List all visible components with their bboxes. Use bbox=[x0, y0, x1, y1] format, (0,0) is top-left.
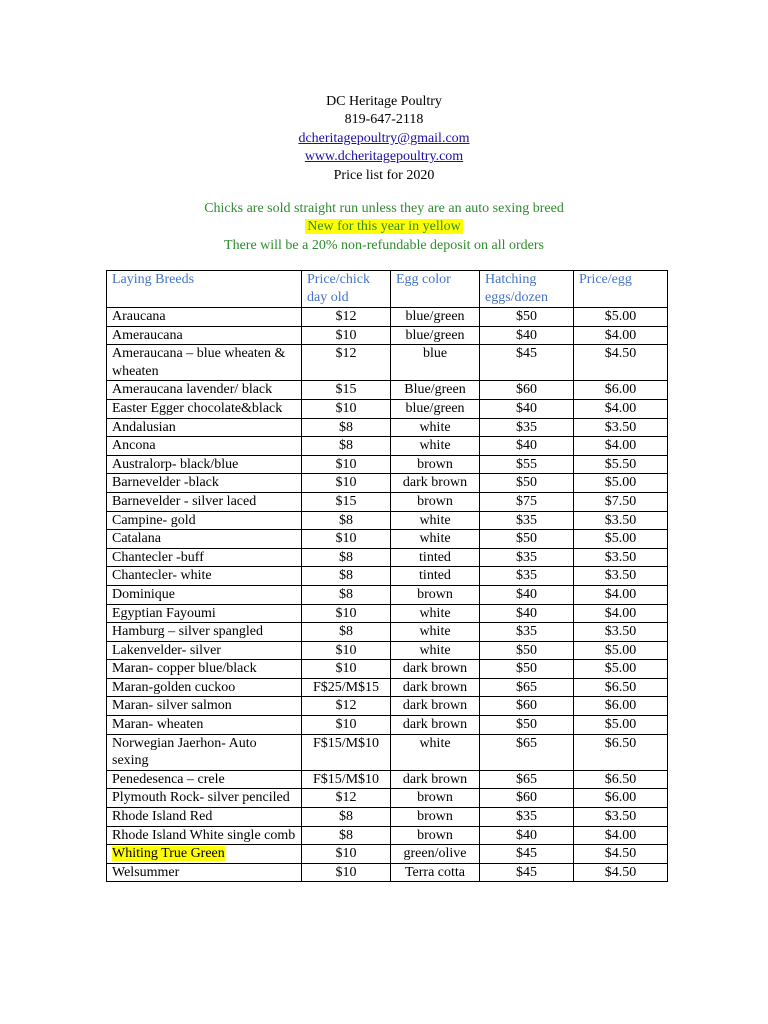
table-row bbox=[107, 474, 668, 493]
header-block bbox=[0, 93, 768, 185]
breed-cell: Araucana bbox=[107, 308, 302, 327]
egg-color-cell: dark brown bbox=[391, 716, 480, 735]
hatching-eggs-cell: $40 bbox=[480, 604, 574, 623]
header-laying-breeds: Laying Breeds bbox=[107, 271, 302, 308]
breed-cell: Norwegian Jaerhon- Auto sexing bbox=[107, 734, 302, 770]
breed-cell: Maran- wheaten bbox=[107, 716, 302, 735]
egg-color-cell: blue/green bbox=[391, 399, 480, 418]
price-egg-cell: $5.50 bbox=[574, 455, 668, 474]
breed-cell: Dominique bbox=[107, 585, 302, 604]
egg-color-cell: white bbox=[391, 623, 480, 642]
hatching-eggs-cell: $45 bbox=[480, 845, 574, 864]
hatching-eggs-cell: $50 bbox=[480, 474, 574, 493]
price-chick-cell: $10 bbox=[302, 604, 391, 623]
table-row bbox=[107, 326, 668, 345]
breed-cell: Australorp- black/blue bbox=[107, 455, 302, 474]
price-chick-cell: $10 bbox=[302, 845, 391, 864]
table-row bbox=[107, 511, 668, 530]
price-egg-cell: $4.00 bbox=[574, 604, 668, 623]
price-chick-cell: $10 bbox=[302, 641, 391, 660]
egg-color-cell: white bbox=[391, 641, 480, 660]
price-egg-cell: $4.00 bbox=[574, 826, 668, 845]
price-chick-cell: $8 bbox=[302, 585, 391, 604]
table-row bbox=[107, 641, 668, 660]
breed-cell: Campine- gold bbox=[107, 511, 302, 530]
egg-color-cell: brown bbox=[391, 808, 480, 827]
table-row bbox=[107, 845, 668, 864]
egg-color-cell: white bbox=[391, 418, 480, 437]
table-row bbox=[107, 548, 668, 567]
egg-color-cell: green/olive bbox=[391, 845, 480, 864]
price-chick-cell: F$25/M$15 bbox=[302, 678, 391, 697]
breed-cell: Chantecler -buff bbox=[107, 548, 302, 567]
price-egg-cell: $5.00 bbox=[574, 308, 668, 327]
table-row bbox=[107, 345, 668, 381]
hatching-eggs-cell: $35 bbox=[480, 418, 574, 437]
price-chick-cell: $12 bbox=[302, 697, 391, 716]
breed-cell: Penedesenca – crele bbox=[107, 770, 302, 789]
hatching-eggs-cell: $65 bbox=[480, 770, 574, 789]
table-row bbox=[107, 678, 668, 697]
hatching-eggs-cell: $50 bbox=[480, 308, 574, 327]
egg-color-cell: tinted bbox=[391, 548, 480, 567]
hatching-eggs-cell: $40 bbox=[480, 437, 574, 456]
price-egg-cell: $6.50 bbox=[574, 678, 668, 697]
table-row bbox=[107, 716, 668, 735]
price-egg-cell: $6.00 bbox=[574, 789, 668, 808]
hatching-eggs-cell: $35 bbox=[480, 808, 574, 827]
hatching-eggs-cell: $50 bbox=[480, 716, 574, 735]
table-row bbox=[107, 826, 668, 845]
price-egg-cell: $3.50 bbox=[574, 418, 668, 437]
breed-cell: Chantecler- white bbox=[107, 567, 302, 586]
breed-cell: Andalusian bbox=[107, 418, 302, 437]
price-chick-cell: $12 bbox=[302, 789, 391, 808]
breed-cell: Welsummer bbox=[107, 863, 302, 882]
egg-color-cell: white bbox=[391, 734, 480, 770]
header-price-egg: Price/egg bbox=[574, 271, 668, 308]
price-egg-cell: $5.00 bbox=[574, 530, 668, 549]
price-egg-cell: $4.00 bbox=[574, 585, 668, 604]
price-chick-cell: $8 bbox=[302, 511, 391, 530]
price-egg-cell: $5.00 bbox=[574, 660, 668, 679]
table-row bbox=[107, 623, 668, 642]
hatching-eggs-cell: $40 bbox=[480, 326, 574, 345]
price-egg-cell: $6.00 bbox=[574, 697, 668, 716]
price-egg-cell: $3.50 bbox=[574, 511, 668, 530]
egg-color-cell: dark brown bbox=[391, 660, 480, 679]
table-row bbox=[107, 308, 668, 327]
price-chick-cell: $10 bbox=[302, 455, 391, 474]
price-chick-cell: $15 bbox=[302, 492, 391, 511]
price-chick-cell: $10 bbox=[302, 326, 391, 345]
hatching-eggs-cell: $60 bbox=[480, 789, 574, 808]
new-yellow-note: New for this year in yellow bbox=[307, 219, 461, 235]
breed-cell: Maran- copper blue/black bbox=[107, 660, 302, 679]
table-row bbox=[107, 585, 668, 604]
price-chick-cell: $10 bbox=[302, 530, 391, 549]
table-header-row bbox=[107, 271, 668, 308]
egg-color-cell: tinted bbox=[391, 567, 480, 586]
table-row bbox=[107, 863, 668, 882]
price-egg-cell: $5.00 bbox=[574, 716, 668, 735]
price-chick-cell: $12 bbox=[302, 308, 391, 327]
header-price-chick: Price/chick day old bbox=[302, 271, 391, 308]
egg-color-cell: white bbox=[391, 530, 480, 549]
breed-cell: Barnevelder -black bbox=[107, 474, 302, 493]
price-chick-cell: $10 bbox=[302, 474, 391, 493]
egg-color-cell: white bbox=[391, 604, 480, 623]
phone-number: 819-647-2118 bbox=[344, 112, 424, 128]
egg-color-cell: dark brown bbox=[391, 678, 480, 697]
breed-cell bbox=[107, 845, 302, 864]
notes-block bbox=[0, 200, 768, 255]
hatching-eggs-cell: $55 bbox=[480, 455, 574, 474]
hatching-eggs-cell: $60 bbox=[480, 381, 574, 400]
breed-cell: Egyptian Fayoumi bbox=[107, 604, 302, 623]
table-row bbox=[107, 604, 668, 623]
egg-color-cell: blue/green bbox=[391, 326, 480, 345]
hatching-eggs-cell: $50 bbox=[480, 641, 574, 660]
table-row bbox=[107, 734, 668, 770]
egg-color-cell: brown bbox=[391, 585, 480, 604]
egg-color-cell: blue/green bbox=[391, 308, 480, 327]
price-egg-cell: $3.50 bbox=[574, 623, 668, 642]
price-chick-cell: $8 bbox=[302, 826, 391, 845]
egg-color-cell: dark brown bbox=[391, 474, 480, 493]
price-egg-cell: $6.50 bbox=[574, 734, 668, 770]
egg-color-cell: Blue/green bbox=[391, 381, 480, 400]
egg-color-cell: white bbox=[391, 437, 480, 456]
price-egg-cell: $3.50 bbox=[574, 548, 668, 567]
breed-cell: Plymouth Rock- silver penciled bbox=[107, 789, 302, 808]
price-egg-cell: $5.00 bbox=[574, 474, 668, 493]
breed-cell: Rhode Island White single comb bbox=[107, 826, 302, 845]
price-chick-cell: $12 bbox=[302, 345, 391, 381]
price-egg-cell: $4.00 bbox=[574, 437, 668, 456]
table-row bbox=[107, 418, 668, 437]
new-breed-highlight: Whiting True Green bbox=[112, 846, 225, 862]
hatching-eggs-cell: $35 bbox=[480, 623, 574, 642]
egg-color-cell: blue bbox=[391, 345, 480, 381]
price-chick-cell: $8 bbox=[302, 808, 391, 827]
breed-cell: Ancona bbox=[107, 437, 302, 456]
hatching-eggs-cell: $40 bbox=[480, 399, 574, 418]
price-chick-cell: $8 bbox=[302, 437, 391, 456]
table-row bbox=[107, 381, 668, 400]
breed-cell: Ameraucana – blue wheaten & wheaten bbox=[107, 345, 302, 381]
price-table bbox=[106, 270, 668, 882]
table-row bbox=[107, 455, 668, 474]
price-chick-cell: $10 bbox=[302, 399, 391, 418]
price-egg-cell: $4.00 bbox=[574, 399, 668, 418]
price-chick-cell: $8 bbox=[302, 548, 391, 567]
breed-cell: Catalana bbox=[107, 530, 302, 549]
breed-cell: Rhode Island Red bbox=[107, 808, 302, 827]
hatching-eggs-cell: $40 bbox=[480, 826, 574, 845]
price-chick-cell: $8 bbox=[302, 567, 391, 586]
price-egg-cell: $4.50 bbox=[574, 863, 668, 882]
price-egg-cell: $7.50 bbox=[574, 492, 668, 511]
price-egg-cell: $4.50 bbox=[574, 345, 668, 381]
price-egg-cell: $6.50 bbox=[574, 770, 668, 789]
hatching-eggs-cell: $50 bbox=[480, 530, 574, 549]
breed-cell: Lakenvelder- silver bbox=[107, 641, 302, 660]
hatching-eggs-cell: $45 bbox=[480, 863, 574, 882]
egg-color-cell: brown bbox=[391, 492, 480, 511]
hatching-eggs-cell: $75 bbox=[480, 492, 574, 511]
table-row bbox=[107, 808, 668, 827]
table-body bbox=[107, 308, 668, 882]
table-row bbox=[107, 770, 668, 789]
egg-color-cell: brown bbox=[391, 455, 480, 474]
breed-cell: Barnevelder - silver laced bbox=[107, 492, 302, 511]
price-chick-cell: $8 bbox=[302, 623, 391, 642]
breed-cell: Ameraucana lavender/ black bbox=[107, 381, 302, 400]
price-chick-cell: $10 bbox=[302, 660, 391, 679]
price-egg-cell: $3.50 bbox=[574, 567, 668, 586]
hatching-eggs-cell: $40 bbox=[480, 585, 574, 604]
egg-color-cell: brown bbox=[391, 789, 480, 808]
egg-color-cell: Terra cotta bbox=[391, 863, 480, 882]
email-link[interactable]: dcheritagepoultry@gmail.com bbox=[298, 130, 470, 146]
egg-color-cell: dark brown bbox=[391, 697, 480, 716]
breed-cell: Hamburg – silver spangled bbox=[107, 623, 302, 642]
table-row bbox=[107, 789, 668, 808]
price-chick-cell: $8 bbox=[302, 418, 391, 437]
business-name: DC Heritage Poultry bbox=[326, 94, 442, 109]
table-row bbox=[107, 530, 668, 549]
price-egg-cell: $4.00 bbox=[574, 326, 668, 345]
egg-color-cell: dark brown bbox=[391, 770, 480, 789]
breed-cell: Ameraucana bbox=[107, 326, 302, 345]
hatching-eggs-cell: $35 bbox=[480, 511, 574, 530]
straight-run-note: Chicks are sold straight run unless they are an auto sexing breed bbox=[204, 201, 564, 216]
table-row bbox=[107, 660, 668, 679]
egg-color-cell: brown bbox=[391, 826, 480, 845]
price-chick-cell: F$15/M$10 bbox=[302, 770, 391, 789]
price-chick-cell: F$15/M$10 bbox=[302, 734, 391, 770]
website-link[interactable]: www.dcheritagepoultry.com bbox=[304, 149, 464, 165]
breed-cell: Maran-golden cuckoo bbox=[107, 678, 302, 697]
header-egg-color: Egg color bbox=[391, 271, 480, 308]
price-chick-cell: $10 bbox=[302, 863, 391, 882]
price-egg-cell: $5.00 bbox=[574, 641, 668, 660]
price-egg-cell: $4.50 bbox=[574, 845, 668, 864]
hatching-eggs-cell: $50 bbox=[480, 660, 574, 679]
hatching-eggs-cell: $65 bbox=[480, 734, 574, 770]
breed-cell: Maran- silver salmon bbox=[107, 697, 302, 716]
price-chick-cell: $10 bbox=[302, 716, 391, 735]
header-hatching-eggs: Hatching eggs/dozen bbox=[480, 271, 574, 308]
table-row bbox=[107, 437, 668, 456]
hatching-eggs-cell: $35 bbox=[480, 567, 574, 586]
egg-color-cell: white bbox=[391, 511, 480, 530]
price-egg-cell: $3.50 bbox=[574, 808, 668, 827]
hatching-eggs-cell: $65 bbox=[480, 678, 574, 697]
price-egg-cell: $6.00 bbox=[574, 381, 668, 400]
table-row bbox=[107, 492, 668, 511]
deposit-note: There will be a 20% non-refundable deposit on all orders bbox=[224, 237, 544, 253]
hatching-eggs-cell: $45 bbox=[480, 345, 574, 381]
breed-cell: Easter Egger chocolate&black bbox=[107, 399, 302, 418]
hatching-eggs-cell: $35 bbox=[480, 548, 574, 567]
table-row bbox=[107, 399, 668, 418]
price-list-title: Price list for 2020 bbox=[333, 167, 435, 183]
price-chick-cell: $15 bbox=[302, 381, 391, 400]
table-row bbox=[107, 567, 668, 586]
table-row bbox=[107, 697, 668, 716]
hatching-eggs-cell: $60 bbox=[480, 697, 574, 716]
